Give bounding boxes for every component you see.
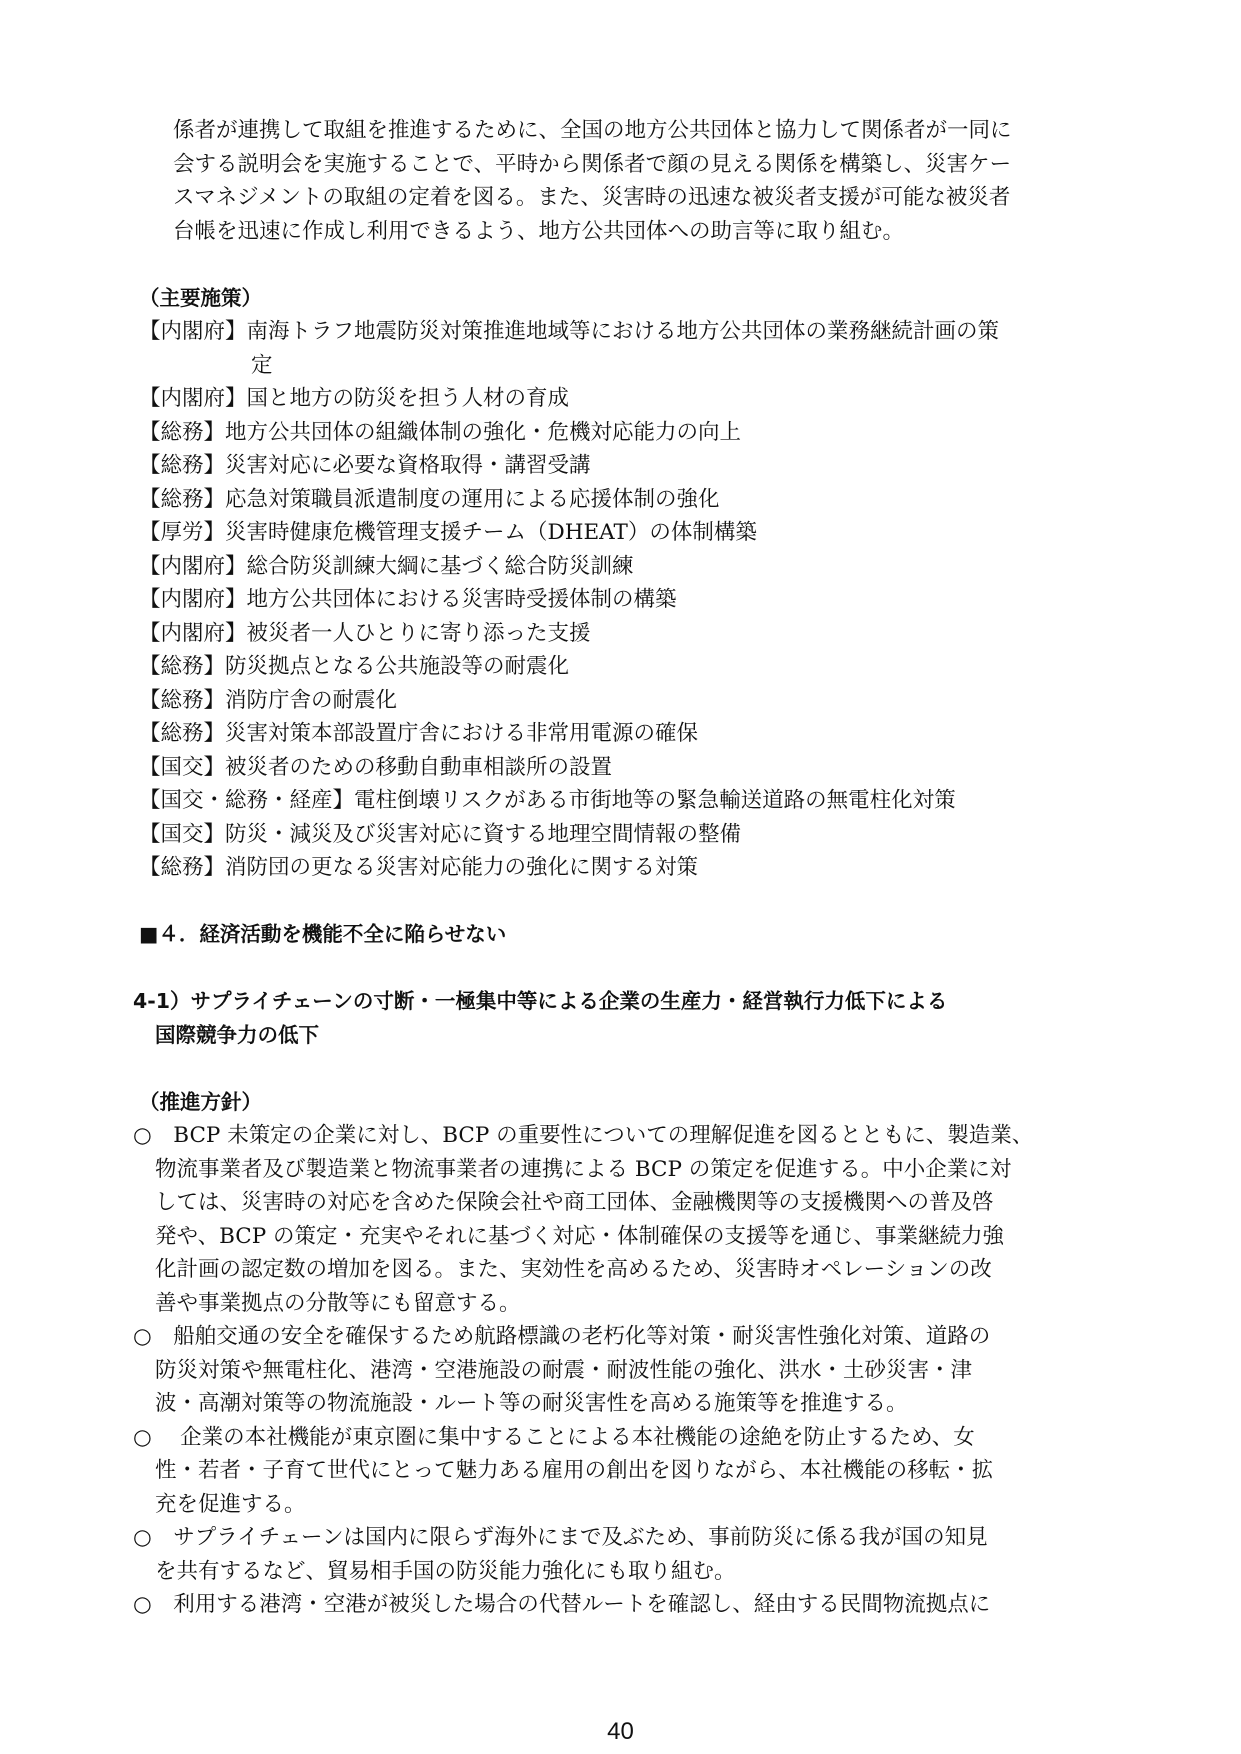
measure-text: 【内閣府】地方公共団体における災害時受援体制の構築 — [139, 587, 677, 612]
measure-text: 【国交】防災・減災及び災害対応に資する地理空間情報の整備 — [139, 821, 742, 847]
bullet-text: ○ 企業の本社機能が東京圏に集中することによる本社機能の途絶を防止するため、女 — [133, 1424, 975, 1450]
main-measures-heading: （主要施策） — [139, 285, 262, 310]
bullet-text: しては、災害時の対応を含めた保険会社や商工団体、金融機関等の支援機関への普及啓 — [155, 1190, 994, 1215]
bullet-text: 発や、BCP の策定・充実やそれに基づく対応・体制確保の支援等を通じ、事業継続力強 — [155, 1223, 1005, 1249]
policy-bullet — [133, 1119, 1096, 1320]
page-content — [133, 114, 1096, 1622]
spacer — [151, 248, 1096, 282]
measure-item — [139, 483, 1096, 517]
measure-text: 【内閣府】国と地方の防災を担う人材の育成 — [139, 386, 570, 411]
text-line: スマネジメントの取組の定着を図る。また、災害時の迅速な被災者支援が可能な被災者 — [173, 185, 1011, 210]
bullet-text: 防災対策や無電柱化、港湾・空港施設の耐震・耐波性能の強化、洪水・土砂災害・津 — [155, 1357, 973, 1383]
policy-bullet — [133, 1421, 1096, 1522]
measure-item — [139, 516, 1096, 550]
bullet-text: を共有するなど、貿易相手国の防災能力強化にも取り組む。 — [155, 1558, 736, 1584]
measure-text-continued: 定 — [251, 352, 273, 378]
text-line: 台帳を迅速に作成し利用できるよう、地方公共団体への助言等に取り組む。 — [173, 218, 905, 244]
policy-bullets — [133, 1119, 1096, 1622]
measure-text: 【総務】防災拠点となる公共施設等の耐震化 — [139, 654, 570, 679]
measure-item — [139, 449, 1096, 483]
intro-paragraph — [151, 114, 1096, 248]
measure-text: 【総務】消防庁舎の耐震化 — [139, 687, 398, 713]
bullet-text: ○ サプライチェーンは国内に限らず海外にまで及ぶため、事前防災に係る我が国の知見 — [133, 1525, 988, 1550]
subsection-title-line: 4-1）サプライチェーンの寸断・一極集中等による企業の生産力・経営執行力低下による — [133, 989, 948, 1013]
measure-item — [139, 382, 1096, 416]
measure-text: 【国交】被災者のための移動自動車相談所の設置 — [139, 754, 613, 780]
measure-text: 【総務】災害対応に必要な資格取得・講習受講 — [139, 453, 591, 478]
policy-heading: （推進方針） — [139, 1089, 262, 1114]
measure-item — [139, 550, 1096, 584]
spacer — [151, 1052, 1096, 1086]
measure-text: 【国交・総務・経産】電柱倒壊リスクがある市街地等の緊急輸送道路の無電柱化対策 — [139, 788, 956, 813]
measure-item — [139, 784, 1096, 818]
measure-item — [139, 617, 1096, 651]
measure-text: 【総務】応急対策職員派遣制度の運用による応援体制の強化 — [139, 486, 720, 512]
policy-bullet — [133, 1320, 1096, 1421]
bullet-text: 充を促進する。 — [155, 1491, 306, 1517]
measure-item — [139, 650, 1096, 684]
section-title: ■４．経済活動を機能不全に陥らせない — [139, 922, 507, 946]
measure-text: 【総務】地方公共団体の組織体制の強化・危機対応能力の向上 — [139, 419, 742, 445]
spacer — [151, 952, 1096, 986]
policy-bullet — [133, 1588, 1096, 1622]
spacer — [151, 885, 1096, 919]
measure-item — [139, 717, 1096, 751]
measure-text: 【内閣府】被災者一人ひとりに寄り添った支援 — [139, 620, 591, 646]
bullet-text: 物流事業者及び製造業と物流事業者の連携による BCP の策定を促進する。中小企業に対 — [155, 1156, 1012, 1182]
bullet-text: ○ 船舶交通の安全を確保するため航路標識の老朽化等対策・耐災害性強化対策、道路の — [133, 1324, 991, 1349]
bullet-text: 波・高潮対策等の物流施設・ルート等の耐災害性を高める施策等を推進する。 — [155, 1391, 908, 1416]
page-number: 40 — [607, 1718, 634, 1745]
measure-text: 【総務】消防団の更なる災害対応能力の強化に関する対策 — [139, 855, 699, 880]
subsection-title-line: 国際競争力の低下 — [155, 1022, 319, 1047]
measure-item — [139, 583, 1096, 617]
measure-text: 【総務】災害対策本部設置庁舎における非常用電源の確保 — [139, 721, 699, 746]
policy-bullet — [133, 1521, 1096, 1588]
bullet-text: 性・若者・子育て世代にとって魅力ある雇用の創出を図りながら、本社機能の移転・拡 — [155, 1458, 994, 1483]
text-line: 係者が連携して取組を推進するために、全国の地方公共団体と協力して関係者が一同に — [173, 118, 1012, 143]
measure-item — [139, 416, 1096, 450]
measure-text: 【内閣府】南海トラフ地震防災対策推進地域等における地方公共団体の業務継続計画の策 — [139, 319, 1000, 344]
bullet-text: 善や事業拠点の分散等にも留意する。 — [155, 1290, 521, 1316]
bullet-text: ○ 利用する港湾・空港が被災した場合の代替ルートを確認し、経由する民間物流拠点に — [133, 1592, 991, 1617]
subsection-title — [133, 985, 1096, 1052]
measure-text: 【内閣府】総合防災訓練大綱に基づく総合防災訓練 — [139, 553, 634, 579]
measure-item — [139, 315, 1096, 382]
measure-item — [139, 751, 1096, 785]
main-measures-list — [139, 315, 1096, 885]
measure-item — [139, 684, 1096, 718]
text-line: 会する説明会を実施することで、平時から関係者で顔の見える関係を構築し、災害ケー — [173, 151, 1012, 177]
measure-item — [139, 818, 1096, 852]
measure-item — [139, 851, 1096, 885]
bullet-text: 化計画の認定数の増加を図る。また、実効性を高めるため、災害時オペレーションの改 — [155, 1257, 992, 1282]
measure-text: 【厚労】災害時健康危機管理支援チーム（DHEAT）の体制構築 — [139, 520, 757, 545]
bullet-text: ○ BCP 未策定の企業に対し、BCP の重要性についての理解促進を図るとともに、製造業、 — [133, 1123, 1034, 1148]
